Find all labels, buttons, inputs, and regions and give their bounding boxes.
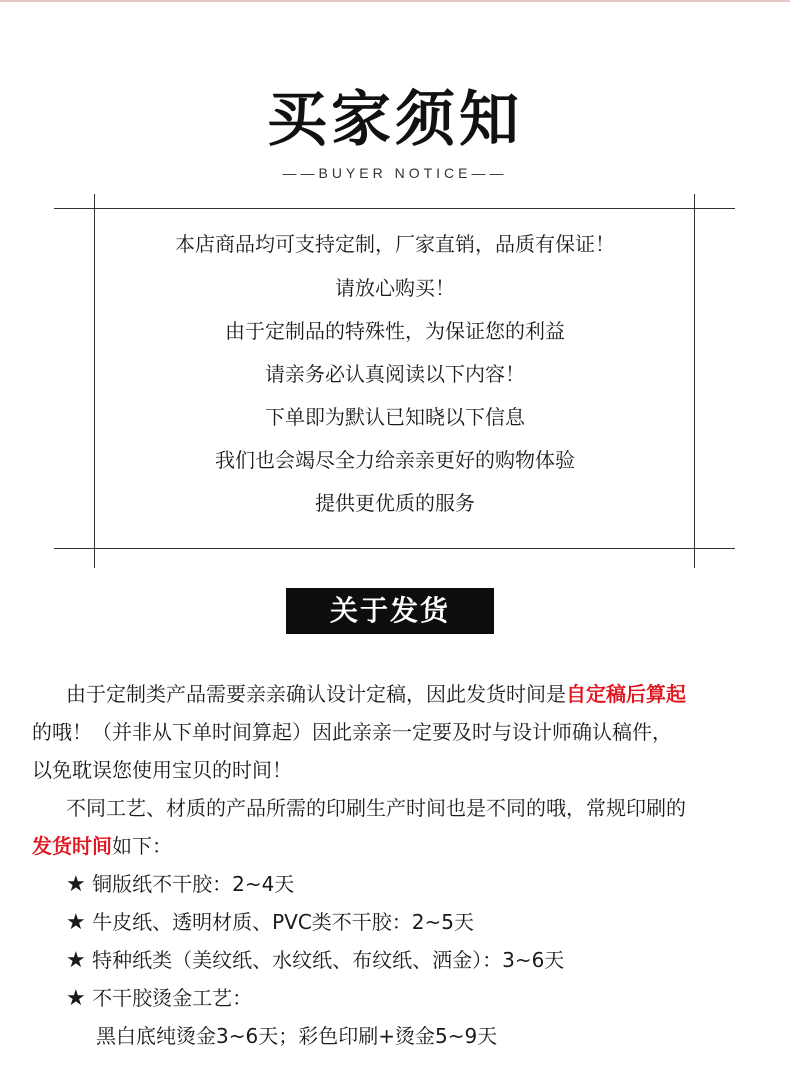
- frame-line-right: [694, 194, 695, 568]
- star-icon: ★: [66, 910, 86, 935]
- page-title: 买家须知: [267, 85, 523, 155]
- star-icon: ★: [66, 872, 86, 897]
- notice-line: 提供更优质的服务: [315, 491, 475, 515]
- list-item: [66, 947, 564, 974]
- shipping-paragraph-1-line-2: 的哦！（并非从下单时间算起）因此亲亲一定要及时与设计师确认稿件，: [32, 720, 672, 744]
- star-icon: ★: [66, 948, 86, 973]
- shipping-paragraph-2-line-2: [32, 833, 172, 859]
- notice-line: 请放心购买！: [335, 276, 455, 300]
- list-item-text: 不干胶烫金工艺：: [92, 986, 253, 1010]
- frame-line-left: [94, 194, 95, 568]
- frame-line-top: [54, 208, 735, 209]
- shipping-paragraph-1-line-1: [66, 681, 686, 707]
- notice-line: 下单即为默认已知晓以下信息: [265, 405, 525, 429]
- notice-line: 请亲务必认真阅读以下内容！: [265, 362, 525, 386]
- paragraph-text: 如下：: [112, 834, 172, 858]
- list-item-text: 特种纸类（美纹纸、水纹纸、布纹纸、洒金）：3~6天: [92, 948, 565, 972]
- top-divider: [0, 0, 790, 2]
- notice-line: 我们也会竭尽全力给亲亲更好的购物体验: [215, 448, 575, 472]
- list-item: [66, 871, 294, 898]
- list-item: [66, 985, 252, 1012]
- star-icon: ★: [66, 986, 86, 1011]
- paragraph-text: 由于定制类产品需要亲亲确认设计定稿，因此发货时间是: [66, 682, 566, 706]
- shipping-paragraph-1-line-3: 以免耽误您使用宝贝的时间！: [32, 758, 292, 782]
- list-item-text: 铜版纸不干胶：2~4天: [92, 872, 295, 896]
- section-title-shipping: 关于发货: [286, 588, 494, 634]
- notice-line: 本店商品均可支持定制，厂家直销，品质有保证！: [175, 232, 615, 256]
- page-subtitle: ——BUYER NOTICE——: [282, 165, 508, 181]
- frame-line-bottom: [54, 548, 735, 549]
- shipping-paragraph-2-line-1: 不同工艺、材质的产品所需的印刷生产时间也是不同的哦，常规印刷的: [66, 796, 686, 820]
- list-subitem: 黑白底纯烫金3~6天；彩色印刷+烫金5~9天: [96, 1024, 498, 1048]
- highlight-text: 自定稿后算起: [566, 682, 686, 706]
- highlight-text: 发货时间: [32, 834, 112, 858]
- notice-line: 由于定制品的特殊性，为保证您的利益: [225, 319, 565, 343]
- list-item: [66, 909, 474, 936]
- list-item-text: 牛皮纸、透明材质、PVC类不干胶：2~5天: [92, 910, 475, 934]
